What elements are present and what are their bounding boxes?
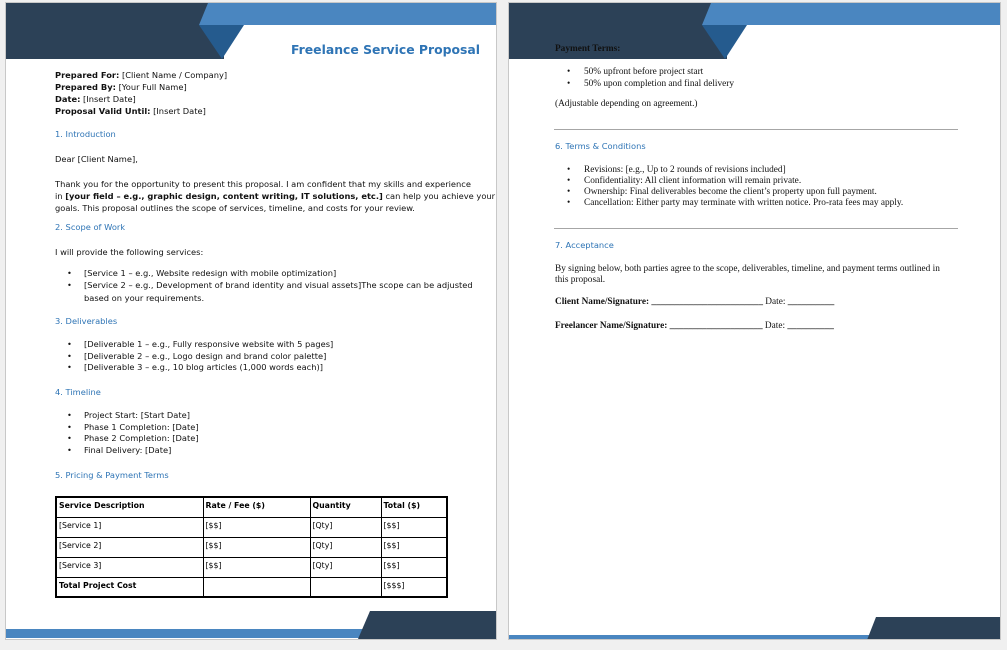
terms-list — [556, 165, 903, 209]
list-item: • 50% upon completion and final delivery — [556, 79, 734, 91]
list-item: • Final Delivery: [Date] — [56, 445, 199, 457]
divider — [554, 228, 958, 229]
freelancer-signature-line[interactable]: Freelancer Name/Signature: ____________________ Date: __________ — [555, 321, 834, 331]
meta-date: Date: [Insert Date] — [55, 94, 136, 104]
heading-pricing: 5. Pricing & Payment Terms — [55, 470, 169, 480]
list-item: • [Service 1 – e.g., Website redesign with mobile optimization] — [56, 268, 473, 280]
list-item: • Revisions: [e.g., Up to 2 rounds of revisions included] — [556, 165, 903, 176]
column-header: Service Description — [56, 497, 203, 517]
list-item: • Project Start: [Start Date] — [56, 410, 199, 422]
table-row: [Service 2] [$$] [Qty] [$$] — [56, 537, 447, 557]
table-header-row — [56, 497, 447, 517]
document-page-1 — [5, 2, 497, 640]
scope-list — [56, 268, 473, 291]
heading-timeline: 4. Timeline — [55, 387, 101, 397]
intro-paragraph: Thank you for the opportunity to present this proposal. I am confident that my skills and experience in [your field – e.g., graphic design, content writing, IT solutions, etc.] can help you achieve your goals. This proposal outlines the scope of services, timeline, and costs for your review. — [55, 179, 496, 213]
document-page-2 — [508, 2, 1001, 640]
column-header: Quantity — [310, 497, 381, 517]
scope-continuation: based on your requirements. — [84, 293, 205, 303]
table-row: [Service 1] [$$] [Qty] [$$] — [56, 517, 447, 537]
heading-acceptance: 7. Acceptance — [555, 240, 614, 250]
scope-lead: I will provide the following services: — [55, 247, 204, 257]
list-item: • [Service 2 – e.g., Development of brand identity and visual assets]The scope can be adjusted — [56, 280, 473, 292]
list-item: • Cancellation: Either party may terminate with written notice. Pro-rata fees may apply. — [556, 198, 903, 209]
acceptance-text: By signing below, both parties agree to the scope, deliverables, timeline, and payment terms outlined in this proposal. — [555, 264, 940, 285]
table-total-row: Total Project Cost [$$$] — [56, 577, 447, 597]
payment-terms-label: Payment Terms: — [555, 44, 621, 54]
divider — [554, 129, 958, 130]
list-item: • Ownership: Final deliverables become the client’s property upon full payment. — [556, 187, 903, 198]
greeting: Dear [Client Name], — [55, 154, 138, 164]
payment-note: (Adjustable depending on agreement.) — [555, 99, 698, 109]
heading-introduction: 1. Introduction — [55, 129, 116, 139]
header-decoration — [509, 3, 1001, 63]
list-item: • 50% upfront before project start — [556, 67, 734, 79]
list-item: • [Deliverable 2 – e.g., Logo design and brand color palette] — [56, 351, 333, 363]
meta-block — [55, 69, 227, 117]
heading-scope: 2. Scope of Work — [55, 222, 126, 232]
client-signature-line[interactable]: Client Name/Signature: ________________________ Date: __________ — [555, 297, 835, 307]
list-item: • Phase 2 Completion: [Date] — [56, 433, 199, 445]
document-title: Freelance Service Proposal — [291, 42, 480, 57]
list-item: • Confidentiality: All client information will remain private. — [556, 176, 903, 187]
timeline-list — [56, 410, 199, 456]
payment-terms-list — [556, 67, 734, 90]
pricing-table — [55, 496, 448, 598]
list-item: • [Deliverable 3 – e.g., 10 blog articles (1,000 words each)] — [56, 362, 333, 374]
deliverables-list — [56, 339, 333, 374]
table-row: [Service 3] [$$] [Qty] [$$] — [56, 557, 447, 577]
column-header: Rate / Fee ($) — [203, 497, 310, 517]
meta-prepared-by: Prepared By: [Your Full Name] — [55, 82, 187, 92]
meta-prepared-for: Prepared For: [Client Name / Company] — [55, 70, 228, 80]
list-item: • Phase 1 Completion: [Date] — [56, 422, 199, 434]
column-header: Total ($) — [381, 497, 447, 517]
heading-terms: 6. Terms & Conditions — [555, 141, 646, 151]
list-item: • [Deliverable 1 – e.g., Fully responsive website with 5 pages] — [56, 339, 333, 351]
heading-deliverables: 3. Deliverables — [55, 316, 118, 326]
meta-valid-until: Proposal Valid Until: [Insert Date] — [55, 106, 206, 116]
